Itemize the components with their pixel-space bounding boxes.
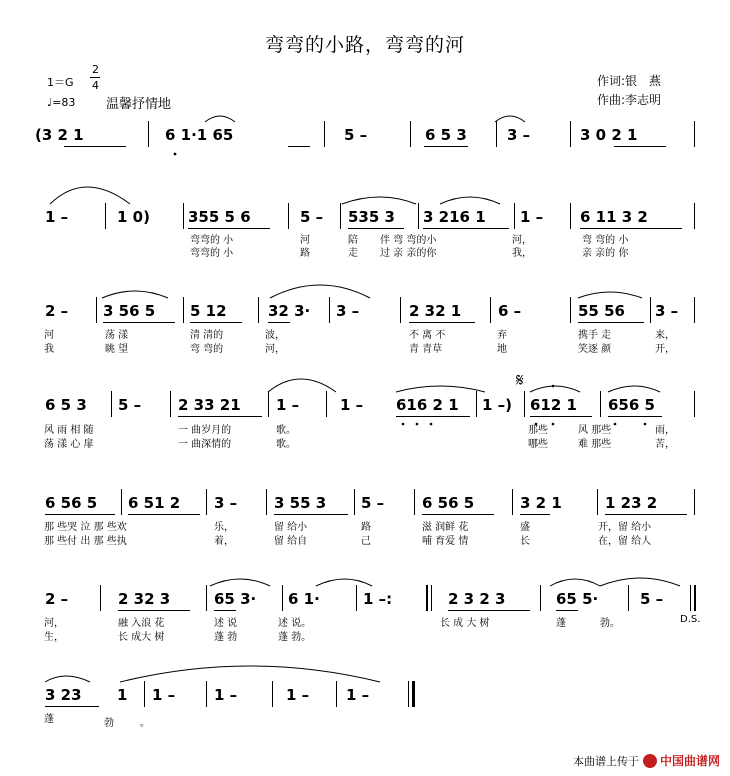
measure: 3 – [336,302,360,320]
lyric-text: 携手 走 [578,330,612,341]
lyric-text: 蓬 勃 [214,632,238,643]
lyric-text: 一 曲岁月的 [178,425,232,436]
measure: 2 – [45,590,69,608]
lyric-text: 。 [140,718,150,729]
lyric-text: 路 [361,522,371,533]
measure: 5 – [640,590,664,608]
measure: 6 1·1 65 [165,126,234,144]
lyric-text: 长 成大 树 [118,632,165,643]
lyric-text: 我， [512,248,532,259]
measure: 65 3· [214,590,257,608]
lyric-text: 开， [655,344,675,355]
measure: 6 1· [288,590,320,608]
page-title: 弯弯的小路，弯弯的河 [264,34,465,56]
time-signature-top: 2 [92,63,99,76]
measure: 355 5 6 [188,208,251,226]
measure: 612 1 [530,396,577,414]
lyric-text: 雨， [655,425,675,436]
measure: 1 – [286,686,310,704]
measure: 5 – [344,126,368,144]
measure: 5 – [361,494,385,512]
measure: 6 5 3 [45,396,87,414]
lyric-text: 不 离 不 [409,330,446,341]
lyric-text: 着， [214,536,234,547]
segno-sign: 𝄋 [516,370,524,391]
logo-icon [643,754,657,768]
measure: 2 32 1 [409,302,462,320]
lyric-text: 河， [44,618,64,629]
measure: 1 – [152,686,176,704]
lyric-text: 陪 [348,235,358,246]
lyric-text: 荡 漾 [105,330,129,341]
measure: 1 23 2 [605,494,658,512]
lyric-text: 歌。 [276,425,296,436]
lyric-text: 乐， [214,522,234,533]
time-signature-bottom: 4 [92,79,99,92]
lyric-text: 笑逐 颜 [578,344,612,355]
lyric-text: 在，留 给人 [598,536,652,547]
tempo-marking: ♩=83 [47,96,76,109]
lyric-text: 蓬 勃。 [278,632,312,643]
lyric-text: 青 青草 [409,344,443,355]
site-name: 中国曲谱网 [659,754,720,768]
lyric-text: 河， [265,344,285,355]
lyric-text: 河 [44,330,54,341]
measure: 1 – [346,686,370,704]
measure: 1 – [340,396,364,414]
measure: 1 –) [482,396,513,414]
lyric-text: 弯弯的 小 [190,235,234,246]
lyric-text: 亲 亲的 你 [582,248,629,259]
measure: 3 – [655,302,679,320]
measure: 3 – [214,494,238,512]
measure: 6 – [498,302,522,320]
measure: 3 2 1 [520,494,562,512]
measure: 6 56 5 [422,494,475,512]
measure: 1 –: [363,590,393,608]
measure: 6 56 5 [45,494,98,512]
lyric-text: 来， [655,330,675,341]
measure: 6 5 3 [425,126,467,144]
lyric-text: 述 说 [214,618,238,629]
lyric-text: 弯弯的 小 [190,248,234,259]
da-segno-mark: D.S. [680,614,701,625]
lyric-text: 弯 弯的 [190,344,224,355]
lyric-text: 弯 弯的 小 [582,235,629,246]
lyric-text: 伴 弯 弯的小 [380,235,437,246]
lyric-text: 走 [348,248,358,259]
lyric-text: 那 些哭 泣 那 些欢 [44,522,127,533]
measure: 3 0 2 1 [580,126,638,144]
lyric-text: 勃。 [600,618,620,629]
lyric-text: 生， [44,632,64,643]
lyric-text: 苦， [655,439,675,450]
lyric-text: 荡 漾 心 扉 [44,439,94,450]
lyric-text: 盛 [520,522,530,533]
measure: 3 – [507,126,531,144]
lyric-text: 河 [300,235,310,246]
measure: 616 2 1 [396,396,459,414]
measure: 3 56 5 [103,302,156,320]
lyric-text: 己 [361,536,371,547]
lyric-text: 难 那些 [578,439,612,450]
lyric-text: 弃 [497,330,507,341]
lyric-text: 我 [44,344,54,355]
lyric-text: 留 给小 [274,522,308,533]
expression-marking: 温馨抒情地 [106,97,172,112]
lyric-text: 留 给自 [274,536,308,547]
lyric-text: 滋 润鲜 花 [422,522,469,533]
measure: 3 55 3 [274,494,327,512]
footer-text: 本曲谱上传于 [572,754,639,768]
measure: 3 216 1 [423,208,486,226]
lyric-text: 哺 育爱 情 [422,536,469,547]
lyric-text: 开，留 给小 [598,522,652,533]
lyric-text: 长 成 大 树 [440,618,490,629]
lyric-text: 路 [300,248,310,259]
measure: 1 – [214,686,238,704]
measure: 1 – [276,396,300,414]
measure: 535 3 [348,208,395,226]
measure: 2 32 3 [118,590,171,608]
footer-watermark [573,752,720,769]
measure: 3 23 [45,686,82,704]
lyric-text: 清 清的 [190,330,224,341]
lyric-text: 歌。 [276,439,296,450]
lyric-text: 蓬 [556,618,566,629]
measure: 1 – [520,208,544,226]
lyric-text: 那 些付 出 那 些执 [44,536,127,547]
lyric-text: 一 曲深情的 [178,439,232,450]
lyric-text: 眺 望 [105,344,129,355]
measure: 5 – [300,208,324,226]
lyric-text: 融 入浪 花 [118,618,165,629]
measure: 2 – [45,302,69,320]
measure: 656 5 [608,396,655,414]
measure: 1 [117,686,128,704]
measure: (3 2 1 [35,126,84,144]
lyric-text: 长 [520,536,530,547]
lyric-text: 地 [497,344,507,355]
lyric-text: 述 说。 [278,618,312,629]
site-logo[interactable] [643,752,720,769]
lyric-text: 风 那些 [578,425,612,436]
lyric-text: 河， [512,235,532,246]
measure: 32 3· [268,302,311,320]
lyricist-credit: 作词:银 燕 [597,74,662,88]
lyric-text: 哪些 [528,439,548,450]
key-signature: 1＝G [47,76,74,89]
lyric-text: 那些 [528,425,548,436]
measure: 5 – [118,396,142,414]
measure: 1 0) [117,208,150,226]
measure: 65 5· [556,590,599,608]
lyric-text: 勃 [104,718,114,729]
measure: 5 12 [190,302,227,320]
lyric-text: 蓬 [44,714,54,725]
lyric-text: 过 亲 亲的你 [380,248,437,259]
measure: 6 11 3 2 [580,208,648,226]
measure: 6 51 2 [128,494,181,512]
measure: 55 56 [578,302,625,320]
measure: 2 3 2 3 [448,590,506,608]
measure: 1 – [45,208,69,226]
lyric-text: 风 雨 相 随 [44,425,94,436]
composer-credit: 作曲:李志明 [597,93,662,107]
lyric-text: 波， [265,330,285,341]
measure: 2 33 21 [178,396,241,414]
